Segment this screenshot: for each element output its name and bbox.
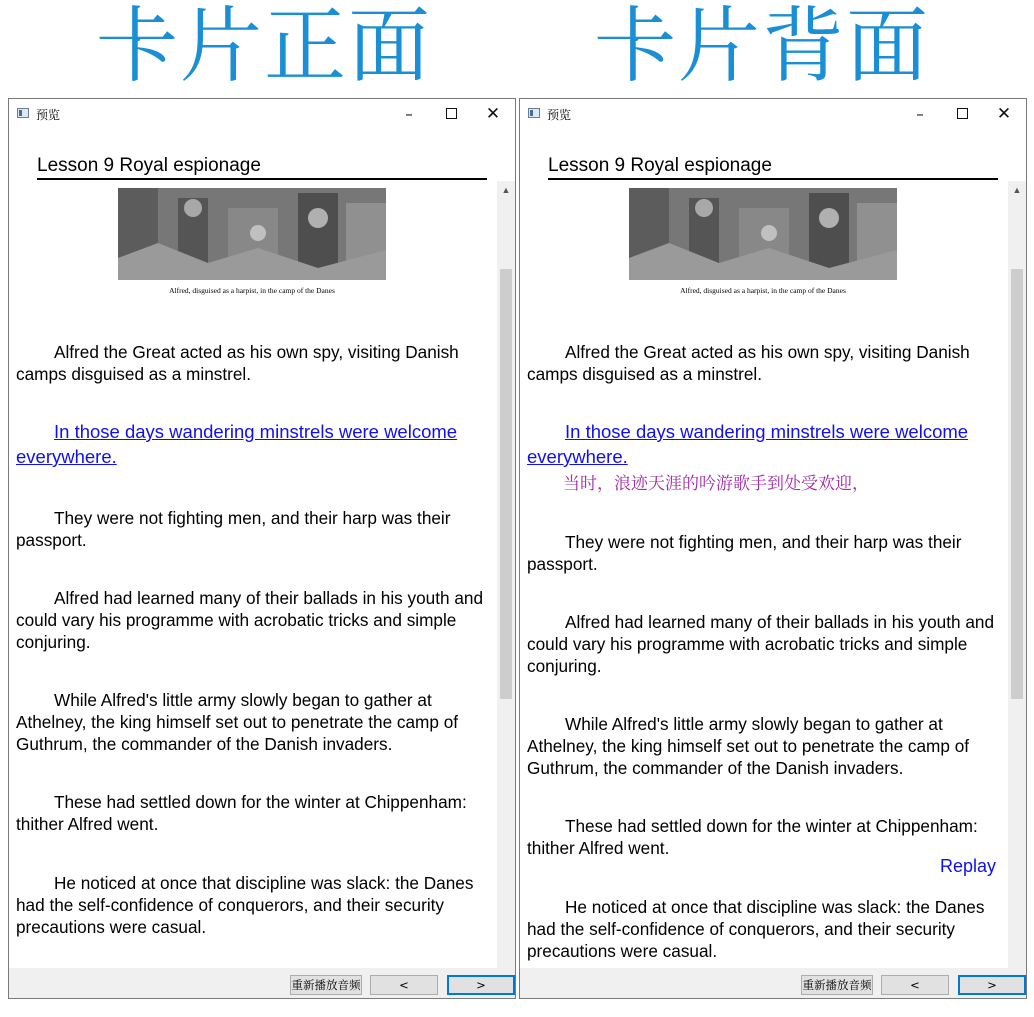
title-bar[interactable] — [520, 99, 1026, 129]
preview-window-icon — [17, 108, 29, 118]
preview-window-back — [519, 98, 1027, 999]
window-title: 预览 — [36, 108, 61, 122]
maximize-icon — [957, 108, 968, 119]
paragraph-2-link[interactable]: In those days wandering minstrels were welcome everywhere. — [527, 421, 969, 467]
close-button[interactable]: ✕ — [996, 104, 1012, 124]
bottom-toolbar — [9, 968, 515, 998]
previous-card-button[interactable]: < — [370, 975, 438, 995]
vertical-scrollbar[interactable] — [497, 181, 515, 968]
minimize-button[interactable]: – — [405, 105, 413, 123]
paragraph-6: These had settled down for the winter at Chippenham: thither Alfred went. — [527, 816, 978, 858]
back-heading: 卡片背面 — [594, 0, 931, 94]
chinese-translation: 当时，浪迹天涯的吟游歌手到处受欢迎， — [563, 474, 869, 494]
lesson-title: Lesson 9 Royal espionage — [548, 155, 998, 180]
scroll-up-arrow-icon[interactable]: ▲ — [1012, 185, 1022, 195]
scrollbar-thumb[interactable] — [1011, 269, 1023, 699]
replay-link[interactable]: Replay — [939, 856, 996, 876]
window-title: 预览 — [547, 108, 572, 122]
close-button[interactable]: ✕ — [485, 104, 501, 124]
maximize-icon — [446, 108, 457, 119]
paragraph-3: They were not fighting men, and their harp was their passport. — [16, 508, 451, 550]
paragraph-7: He noticed at once that discipline was slack: the Danes had the self-confidence of conquerors, and their security precautions were casual. — [527, 897, 985, 961]
replay-audio-button[interactable]: 重新播放音频 — [290, 975, 362, 995]
paragraph-1: Alfred the Great acted as his own spy, visiting Danish camps disguised as a minstrel. — [527, 342, 970, 384]
paragraph-5: While Alfred's little army slowly began to gather at Athelney, the king himself set out to penetrate the camp of Guthrum, the commander of the Danish invaders. — [527, 714, 970, 778]
minimize-button[interactable]: – — [916, 105, 924, 123]
preview-window-icon — [528, 108, 540, 118]
next-card-button[interactable]: > — [958, 975, 1026, 995]
paragraph-3: They were not fighting men, and their harp was their passport. — [527, 532, 962, 574]
card-content — [9, 129, 495, 968]
paragraph-4: Alfred had learned many of their ballads in his youth and could vary his programme with acrobatic tricks and simple conjuring. — [527, 612, 994, 676]
image-caption: Alfred, disguised as a harpist, in the camp of the Danes — [169, 286, 335, 295]
lesson-illustration — [629, 188, 897, 280]
front-heading: 卡片正面 — [96, 0, 433, 94]
bottom-toolbar — [520, 968, 1026, 998]
paragraph-1: Alfred the Great acted as his own spy, visiting Danish camps disguised as a minstrel. — [16, 342, 459, 384]
maximize-button[interactable] — [942, 99, 982, 129]
vertical-scrollbar[interactable] — [1008, 181, 1026, 968]
next-card-button[interactable]: > — [447, 975, 515, 995]
card-content — [520, 129, 1006, 968]
paragraph-4: Alfred had learned many of their ballads in his youth and could vary his programme with acrobatic tricks and simple conjuring. — [16, 588, 483, 652]
lesson-title: Lesson 9 Royal espionage — [37, 155, 487, 180]
preview-window-front — [8, 98, 516, 999]
scroll-up-arrow-icon[interactable]: ▲ — [501, 185, 511, 195]
image-caption: Alfred, disguised as a harpist, in the camp of the Danes — [680, 286, 846, 295]
title-bar[interactable] — [9, 99, 515, 129]
maximize-button[interactable] — [431, 99, 471, 129]
paragraph-5: While Alfred's little army slowly began to gather at Athelney, the king himself set out to penetrate the camp of Guthrum, the commander of the Danish invaders. — [16, 690, 459, 754]
paragraph-2-link[interactable]: In those days wandering minstrels were welcome everywhere. — [16, 421, 458, 467]
paragraph-6: These had settled down for the winter at Chippenham: thither Alfred went. — [16, 792, 467, 834]
lesson-illustration — [118, 188, 386, 280]
replay-audio-button[interactable]: 重新播放音频 — [801, 975, 873, 995]
previous-card-button[interactable]: < — [881, 975, 949, 995]
paragraph-7: He noticed at once that discipline was slack: the Danes had the self-confidence of conquerors, and their security precautions were casual. — [16, 873, 474, 937]
scrollbar-thumb[interactable] — [500, 269, 512, 699]
